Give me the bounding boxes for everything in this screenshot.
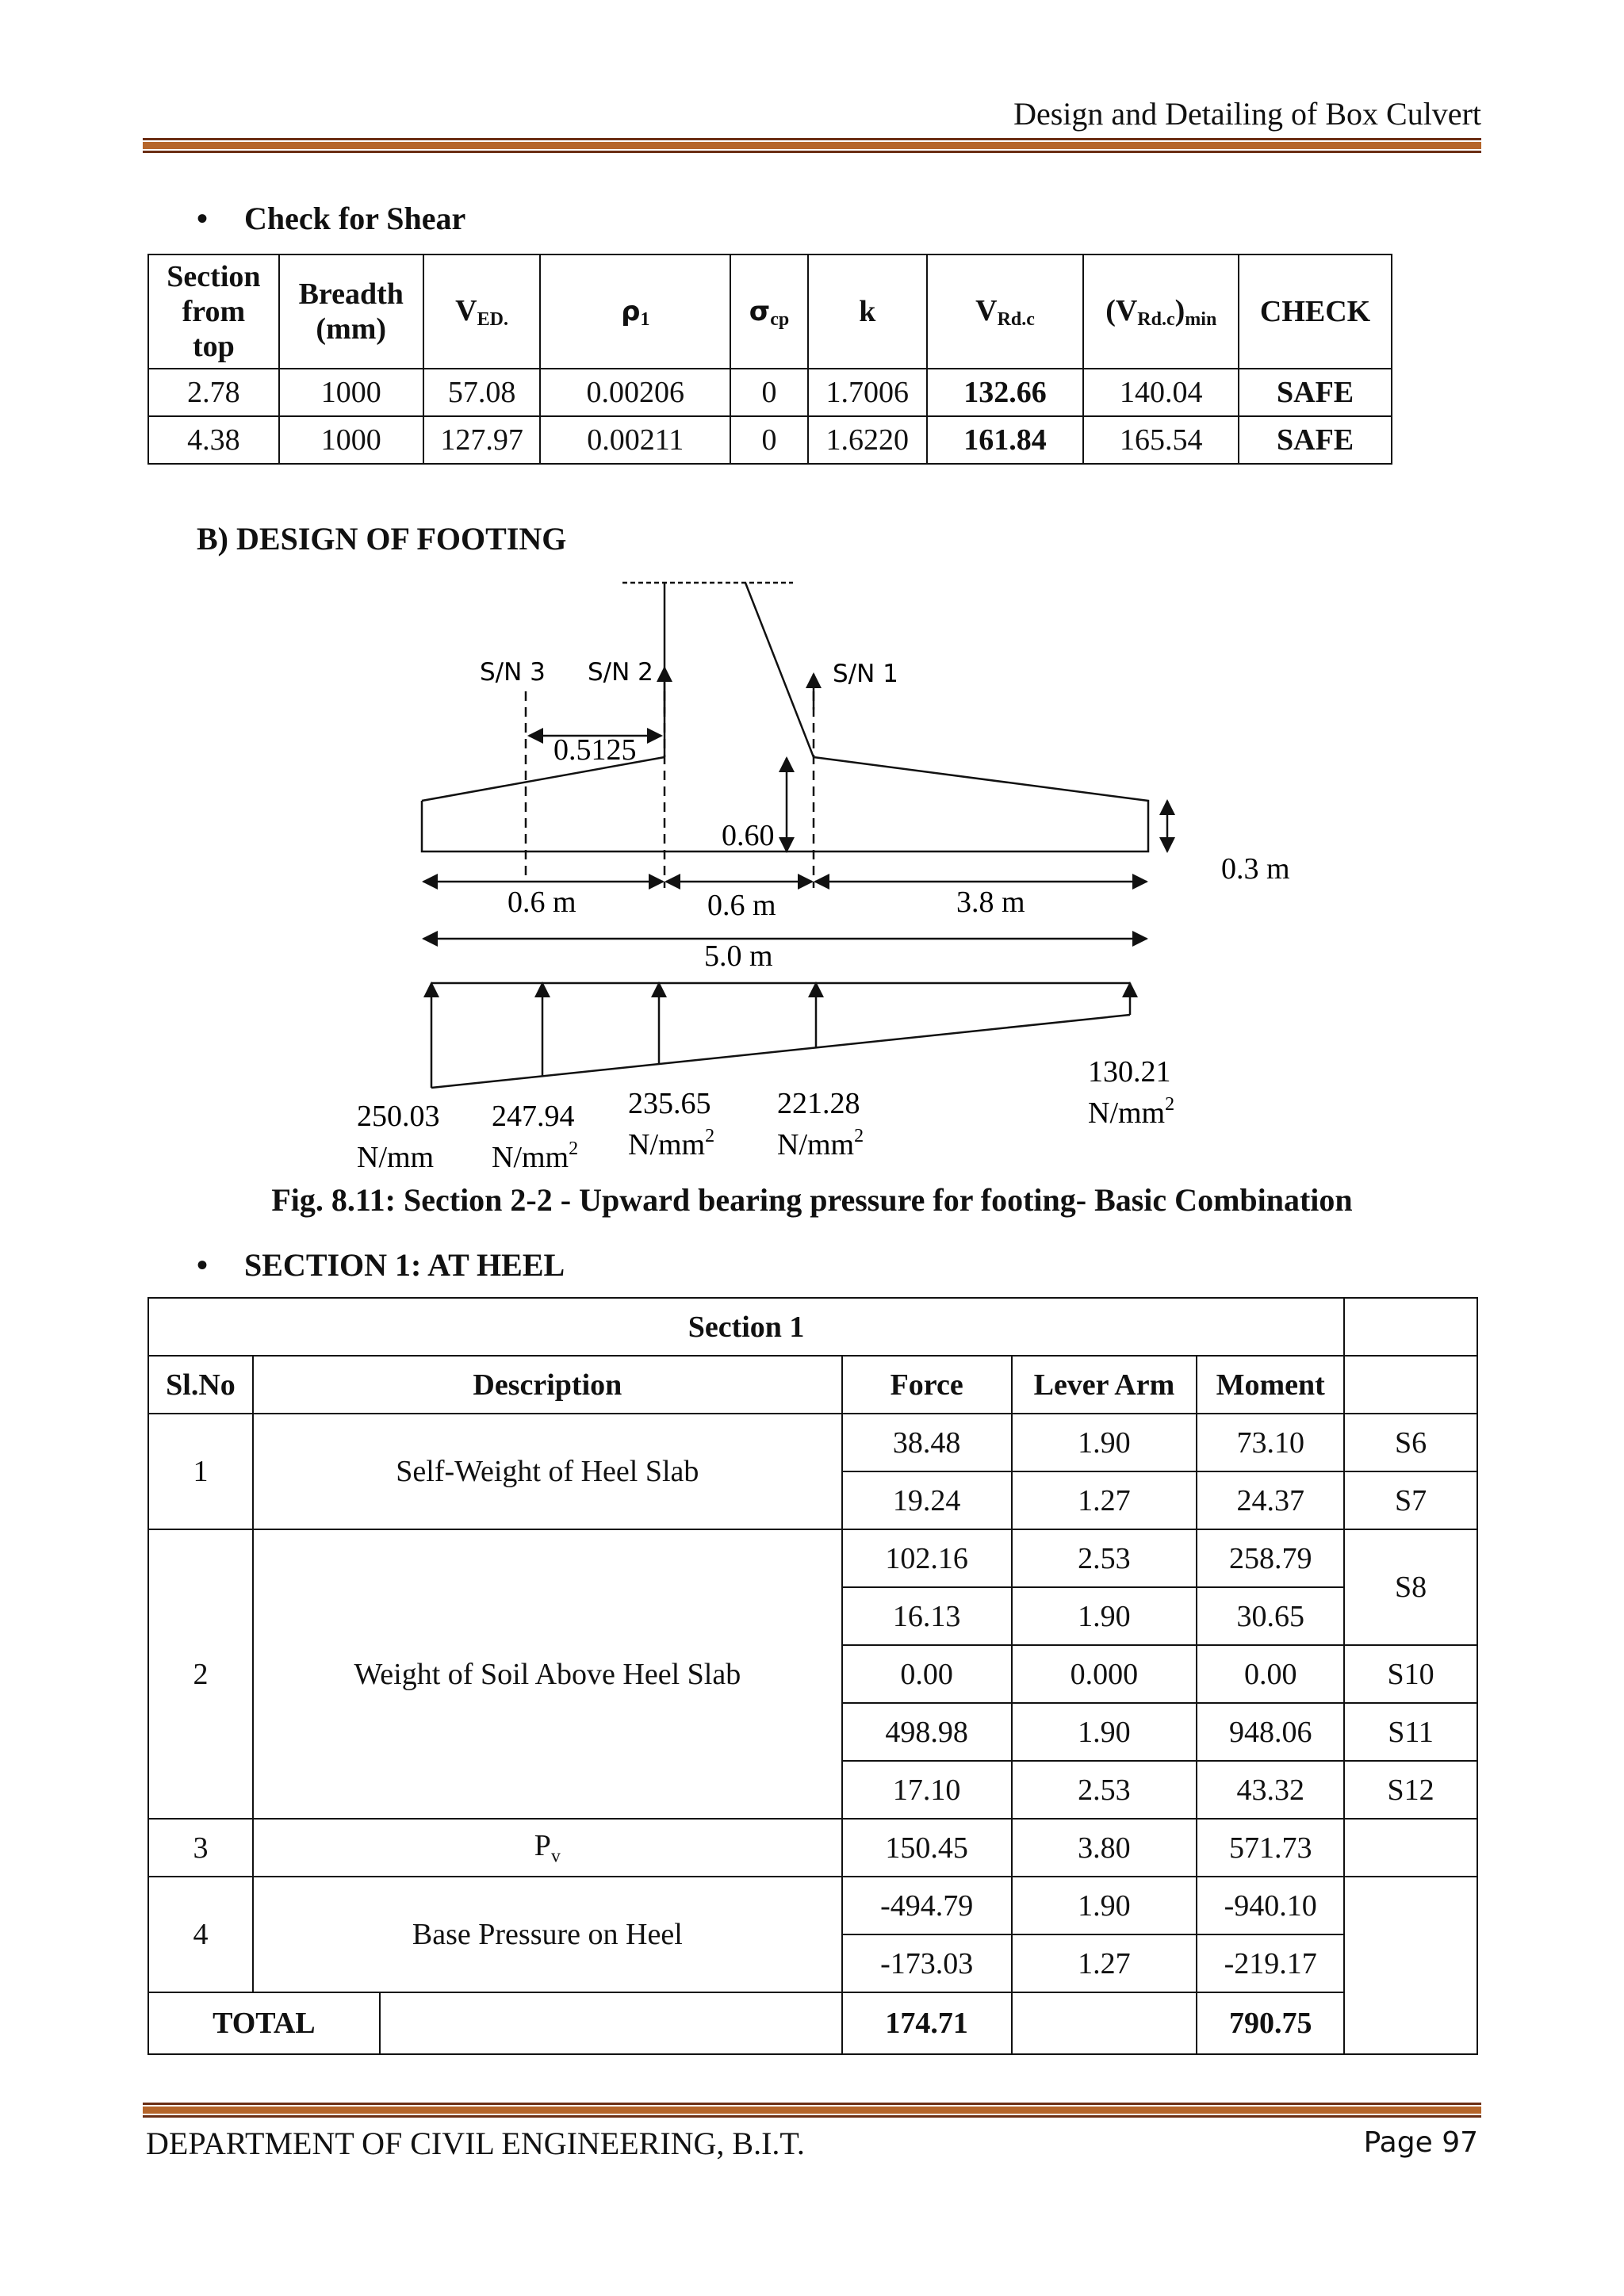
total-moment: 790.75 (1197, 1992, 1344, 2054)
header-rule-thin-bottom (143, 151, 1481, 153)
cell-force: 19.24 (842, 1471, 1012, 1529)
col-description: Description (253, 1356, 842, 1414)
cell-description: Self-Weight of Heel Slab (253, 1414, 842, 1529)
cell-slno: 3 (148, 1819, 253, 1877)
cell-k: 1.7006 (808, 369, 927, 416)
cell-rho: 0.00206 (540, 369, 730, 416)
cell-moment: 43.32 (1197, 1761, 1344, 1819)
cell-ved: 57.08 (423, 369, 541, 416)
header-title: Design and Detailing of Box Culvert (1013, 96, 1481, 132)
cell-ref: S10 (1344, 1645, 1477, 1703)
footer-department: DEPARTMENT OF CIVIL ENGINEERING, B.I.T. (146, 2126, 805, 2161)
col-moment: Moment (1197, 1356, 1344, 1414)
shear-bullet-text: Check for Shear (244, 201, 466, 236)
total-force: 174.71 (842, 1992, 1012, 2054)
cell-ref: S12 (1344, 1761, 1477, 1819)
cell-description: $P_v$ (253, 1819, 842, 1877)
cell-k: 1.6220 (808, 416, 927, 464)
col-section: Section from top (148, 254, 279, 369)
cell-ref (1344, 1877, 1477, 2054)
cell-lever: 0.000 (1012, 1645, 1197, 1703)
figure-caption: Fig. 8.11: Section 2-2 - Upward bearing pressure for footing- Basic Combination (271, 1182, 1353, 1218)
shear-header-row (148, 254, 1392, 369)
label-0.6m-a: 0.6 m (508, 886, 576, 919)
cell-force: 0.00 (842, 1645, 1012, 1703)
footing-diagram (0, 571, 1624, 1197)
cell-section: 4.38 (148, 416, 279, 464)
cell-force: 17.10 (842, 1761, 1012, 1819)
heel-table (147, 1297, 1478, 2055)
col-force: Force (842, 1356, 1012, 1414)
footer-rule-thin-bottom (143, 2115, 1481, 2118)
table-row (148, 1529, 1477, 1587)
table-row (148, 1819, 1477, 1877)
cell-check: SAFE (1239, 369, 1392, 416)
label-0.6m-b: 0.6 m (707, 889, 776, 922)
pressure-value-2: 247.94 (492, 1100, 575, 1133)
cell-force: -494.79 (842, 1877, 1012, 1934)
cell-moment: 30.65 (1197, 1587, 1344, 1645)
pressure-value-1: 250.03 (357, 1100, 440, 1133)
col-breadth: Breadth (mm) (279, 254, 423, 369)
col-vrdc-min: $(V_{Rd.c})_{min}$ (1083, 254, 1239, 369)
cell-ref (1344, 1819, 1477, 1877)
cell-breadth: 1000 (279, 416, 423, 464)
total-lever-blank (1012, 1992, 1197, 2054)
cell-moment: 0.00 (1197, 1645, 1344, 1703)
bullet-dot: • (197, 201, 209, 236)
cell-vrdc: 132.66 (927, 369, 1084, 416)
slab-outline (422, 757, 1148, 851)
pressure-labels (357, 1055, 1174, 1174)
cell-force: -173.03 (842, 1934, 1012, 1992)
label-0.60: 0.60 (722, 819, 775, 852)
footing-slab (422, 757, 1148, 851)
cell-force: 102.16 (842, 1529, 1012, 1587)
cell-vrdc: 161.84 (927, 416, 1084, 464)
table-row (148, 369, 1392, 416)
cell-ved: 127.97 (423, 416, 541, 464)
cell-vrdc-min: 140.04 (1083, 369, 1239, 416)
cell-breadth: 1000 (279, 369, 423, 416)
heel-title-ref-cell (1344, 1298, 1477, 1356)
pressure-value-5: 130.21 (1088, 1055, 1171, 1089)
cell-slno: 2 (148, 1529, 253, 1819)
cell-moment: 24.37 (1197, 1471, 1344, 1529)
heel-bullet (197, 1246, 565, 1284)
col-slno: Sl.No (148, 1356, 253, 1414)
pressure-value-3: 235.65 (628, 1087, 711, 1120)
header-rule-thick (143, 142, 1481, 149)
pressure-unit-2: $N/mm^2$ (492, 1138, 579, 1174)
label-sn1: S/N 1 (833, 660, 898, 688)
col-ref (1344, 1356, 1477, 1414)
cell-force: 150.45 (842, 1819, 1012, 1877)
table-row (148, 1877, 1477, 1934)
label-3.8m: 3.8 m (956, 886, 1025, 919)
cell-moment: 948.06 (1197, 1703, 1344, 1761)
cell-lever: 2.53 (1012, 1529, 1197, 1587)
pressure-profile (431, 1015, 1130, 1088)
label-0.3m: 0.3 m (1221, 852, 1290, 886)
cell-lever: 1.27 (1012, 1934, 1197, 1992)
cell-lever: 1.90 (1012, 1877, 1197, 1934)
pressure-unit-5: $N/mm^2$ (1088, 1094, 1175, 1130)
cell-slno: 1 (148, 1414, 253, 1529)
wall-face-sloped (745, 583, 814, 757)
cell-force: 16.13 (842, 1587, 1012, 1645)
cell-force: 498.98 (842, 1703, 1012, 1761)
cell-lever: 1.90 (1012, 1414, 1197, 1471)
cell-moment: -940.10 (1197, 1877, 1344, 1934)
cell-moment: 571.73 (1197, 1819, 1344, 1877)
cell-force: 38.48 (842, 1414, 1012, 1471)
bullet-dot: • (197, 1247, 209, 1283)
cell-description: Weight of Soil Above Heel Slab (253, 1529, 842, 1819)
cell-sigma: 0 (730, 416, 808, 464)
cell-sigma: 0 (730, 369, 808, 416)
footer-rule-thick (143, 2107, 1481, 2114)
pressure-unit-4: $N/mm^2$ (777, 1126, 864, 1161)
total-row (148, 1992, 1477, 2054)
label-5.0m: 5.0 m (704, 939, 773, 973)
table-row (148, 1414, 1477, 1471)
footer-page-number: Page 97 (1363, 2126, 1478, 2159)
cell-check: SAFE (1239, 416, 1392, 464)
cell-section: 2.78 (148, 369, 279, 416)
cell-ref: S11 (1344, 1703, 1477, 1761)
label-sn2: S/N 2 (588, 658, 653, 687)
col-check: CHECK (1239, 254, 1392, 369)
cell-ref: S6 (1344, 1414, 1477, 1471)
footing-heading: B) DESIGN OF FOOTING (197, 521, 567, 557)
cell-moment: 258.79 (1197, 1529, 1344, 1587)
cell-vrdc-min: 165.54 (1083, 416, 1239, 464)
shear-table (147, 254, 1392, 465)
section-lines (526, 691, 814, 888)
heel-table-title: Section 1 (148, 1298, 1344, 1356)
table-row (148, 416, 1392, 464)
heel-header-row (148, 1356, 1477, 1414)
cell-rho: 0.00211 (540, 416, 730, 464)
header-rule-thin (143, 138, 1481, 140)
footer-rule-thin (143, 2103, 1481, 2105)
pressure-unit-3: $N/mm^2$ (628, 1126, 715, 1161)
col-rho: $\rho_1$ (540, 254, 730, 369)
col-ved: $V_{ED.}$ (423, 254, 541, 369)
cell-lever: 1.90 (1012, 1587, 1197, 1645)
col-sigma: $\sigma_{cp}$ (730, 254, 808, 369)
cell-ref: S7 (1344, 1471, 1477, 1529)
cell-ref: S8 (1344, 1529, 1477, 1645)
pressure-diagram (431, 983, 1130, 1088)
cell-moment: 73.10 (1197, 1414, 1344, 1471)
col-k: k (808, 254, 927, 369)
total-blank (380, 1992, 842, 2054)
label-0.5125: 0.5125 (553, 733, 637, 767)
cell-lever: 1.27 (1012, 1471, 1197, 1529)
col-lever-arm: Lever Arm (1012, 1356, 1197, 1414)
cell-slno: 4 (148, 1877, 253, 1992)
cell-lever: 1.90 (1012, 1703, 1197, 1761)
cell-lever: 3.80 (1012, 1819, 1197, 1877)
label-sn3: S/N 3 (480, 658, 546, 687)
cell-moment: -219.17 (1197, 1934, 1344, 1992)
cell-lever: 2.53 (1012, 1761, 1197, 1819)
heel-bullet-text: SECTION 1: AT HEEL (244, 1247, 565, 1283)
pressure-unit-1: N/mm (357, 1141, 435, 1174)
pressure-value-4: 221.28 (777, 1087, 860, 1120)
shear-bullet (197, 200, 465, 237)
total-label: TOTAL (148, 1992, 380, 2054)
cell-description: Base Pressure on Heel (253, 1877, 842, 1992)
heel-title-row (148, 1298, 1477, 1356)
col-vrdc: $V_{Rd.c}$ (927, 254, 1084, 369)
